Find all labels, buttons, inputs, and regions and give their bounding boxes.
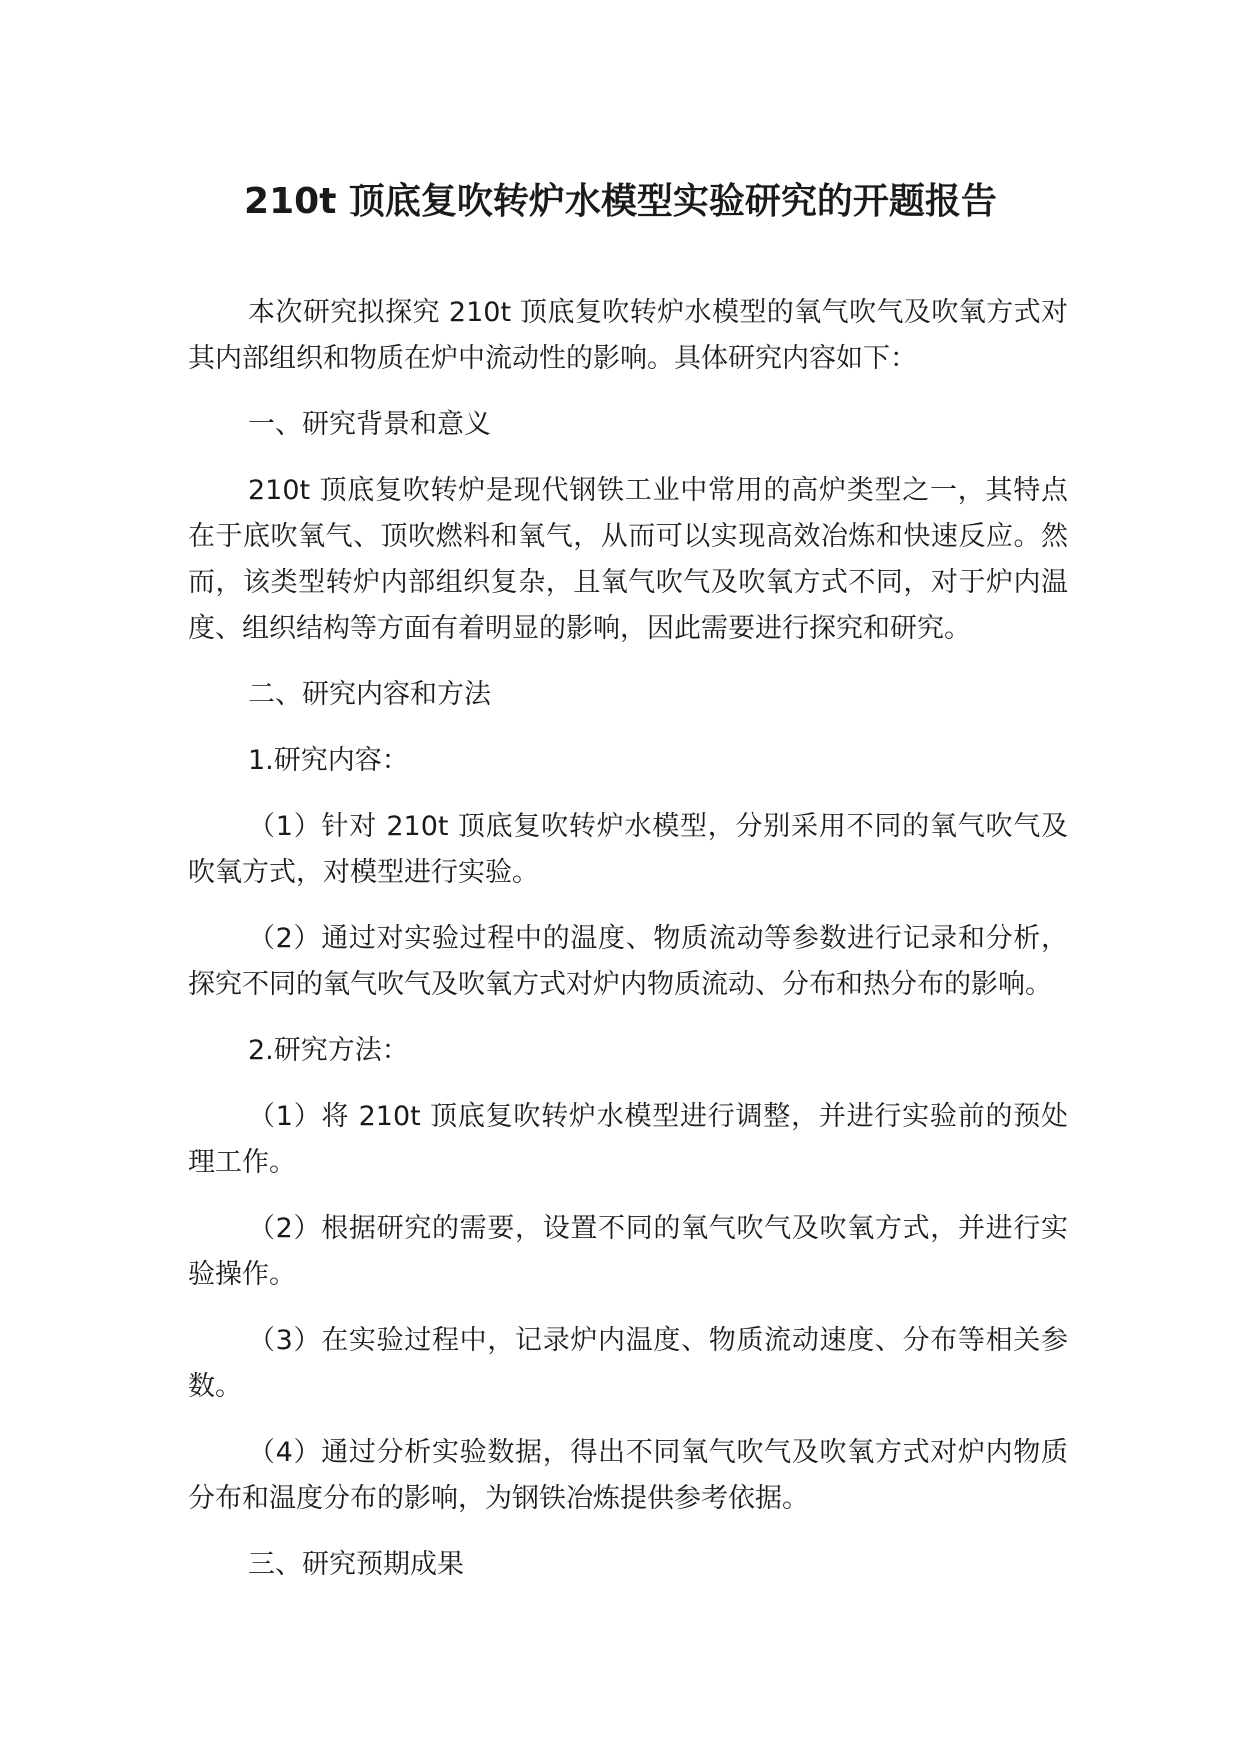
content-item-1: （1）针对 210t 顶底复吹转炉水模型，分别采用不同的氧气吹气及吹氧方式，对模型进行实验。 [188, 811, 1068, 888]
method-item-4: （4）通过分析实验数据，得出不同氧气吹气及吹氧方式对炉内物质分布和温度分布的影响，为钢铁冶炼提供参考依据。 [188, 1437, 1068, 1514]
document-title: 210t 顶底复吹转炉水模型实验研究的开题报告 [244, 181, 997, 222]
section-heading-content-method: 二、研究内容和方法 [248, 679, 491, 710]
section-heading-expected-results: 三、研究预期成果 [248, 1549, 464, 1580]
content-item-2: （2）通过对实验过程中的温度、物质流动等参数进行记录和分析，探究不同的氧气吹气及吹氧方式对炉内物质流动、分布和热分布的影响。 [188, 923, 1068, 1000]
subheading-content: 1.研究内容： [248, 745, 409, 776]
intro-paragraph: 本次研究拟探究 210t 顶底复吹转炉水模型的氧气吹气及吹氧方式对其内部组织和物质在炉中流动性的影响。具体研究内容如下： [188, 297, 1068, 374]
background-paragraph: 210t 顶底复吹转炉是现代钢铁工业中常用的高炉类型之一，其特点在于底吹氧气、顶吹燃料和氧气，从而可以实现高效冶炼和快速反应。然而，该类型转炉内部组织复杂，且氧气吹气及吹氧方式不同，对于炉内温度、组织结构等方面有着明显的影响，因此需要进行探究和研究。 [188, 475, 1068, 644]
method-item-3: （3）在实验过程中，记录炉内温度、物质流动速度、分布等相关参数。 [188, 1325, 1068, 1402]
section-heading-background: 一、研究背景和意义 [248, 409, 491, 440]
subheading-method: 2.研究方法： [248, 1035, 409, 1066]
method-item-1: （1）将 210t 顶底复吹转炉水模型进行调整，并进行实验前的预处理工作。 [188, 1101, 1068, 1178]
document-body [188, 290, 1068, 1608]
method-item-2: （2）根据研究的需要，设置不同的氧气吹气及吹氧方式，并进行实验操作。 [188, 1213, 1068, 1290]
